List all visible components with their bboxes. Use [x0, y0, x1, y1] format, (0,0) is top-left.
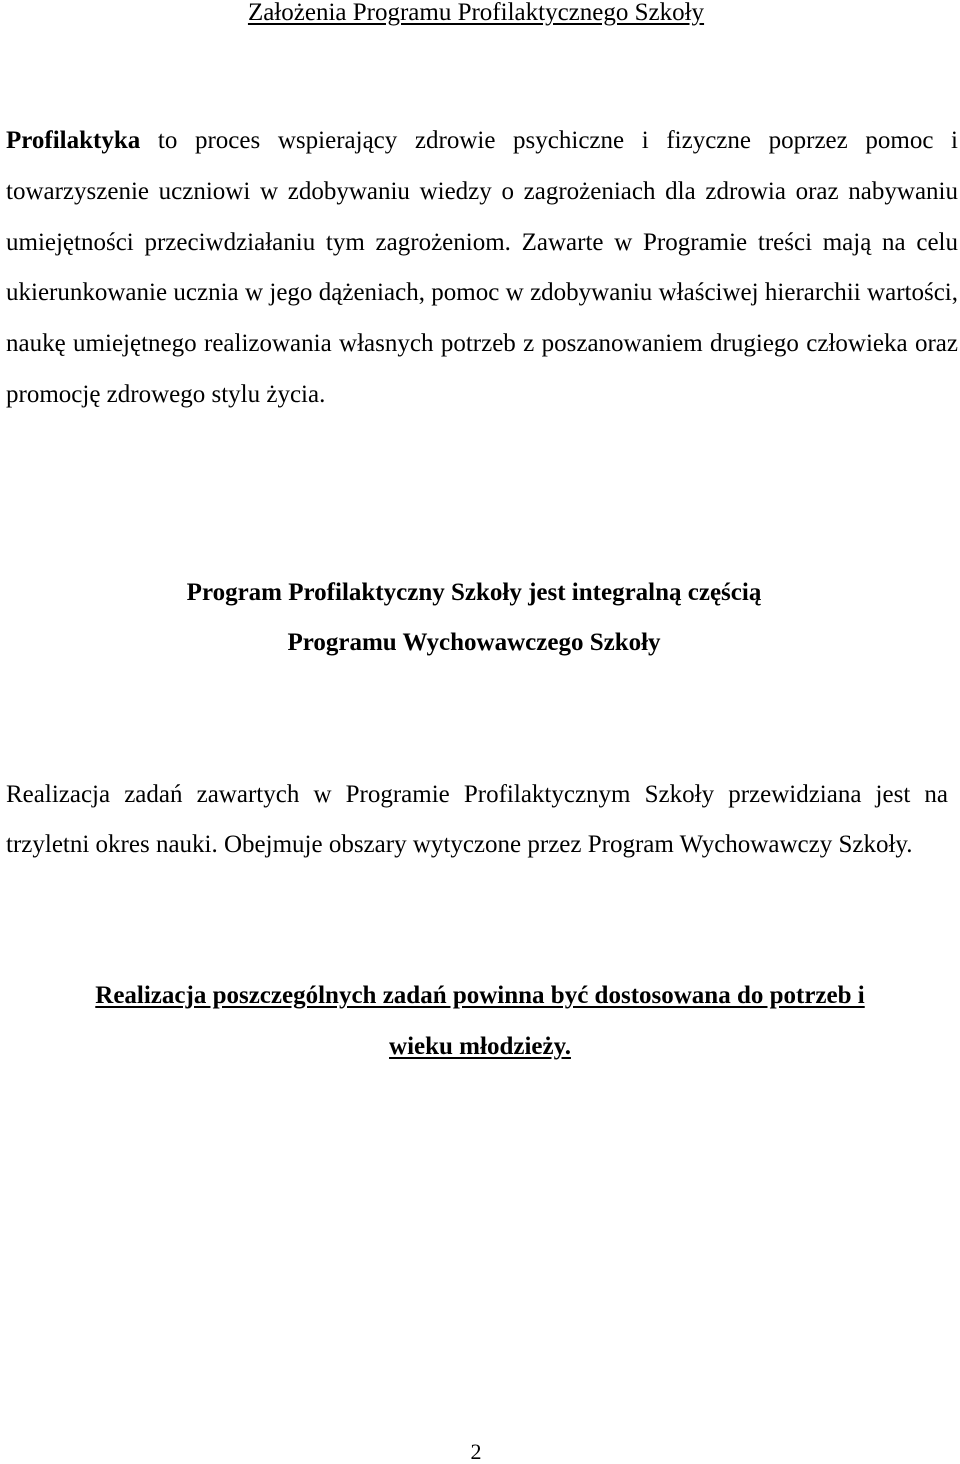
- page-number: 2: [470, 1439, 482, 1464]
- page-title: Założenia Programu Profilaktycznego Szkoły: [247, 0, 705, 26]
- emphasis-line-1: Realizacja poszczególnych zadań powinna być dostosowana do potrzeb i: [95, 982, 865, 1009]
- intro-term: Profilaktyka: [6, 127, 141, 154]
- integral-statement: [0, 568, 948, 668]
- statement-line-1: Program Profilaktyczny Szkoły jest integralną częścią: [186, 579, 762, 606]
- realization-paragraph: Realizacja zadań zawartych w Programie Profilaktycznym Szkoły przewidziana jest na trzyletni okres nauki. Obejmuje obszary wytyczone przez Program Wychowawczy Szkoły.: [6, 781, 948, 858]
- emphasis-paragraph: [0, 970, 960, 1072]
- intro-paragraph: [6, 116, 958, 421]
- intro-text: to proces wspierający zdrowie psychiczne i fizyczne poprzez pomoc i towarzyszenie uczniowi w zdobywaniu wiedzy o zagrożeniach dla zdrowia oraz nabywaniu umiejętności przeciwdziałaniu tym zagrożeniom. Zawarte w Programie treści mają na celu ukierunkowanie ucznia w jego dążeniach, pomoc w zdobywaniu właściwej hierarchii wartości, naukę umiejętnego realizowania własnych potrzeb z poszanowaniem drugiego człowieka oraz promocję zdrowego stylu życia.: [6, 127, 958, 408]
- emphasis-line-2: wieku młodzieży.: [389, 1033, 571, 1060]
- statement-line-2: Programu Wychowawczego Szkoły: [287, 629, 661, 656]
